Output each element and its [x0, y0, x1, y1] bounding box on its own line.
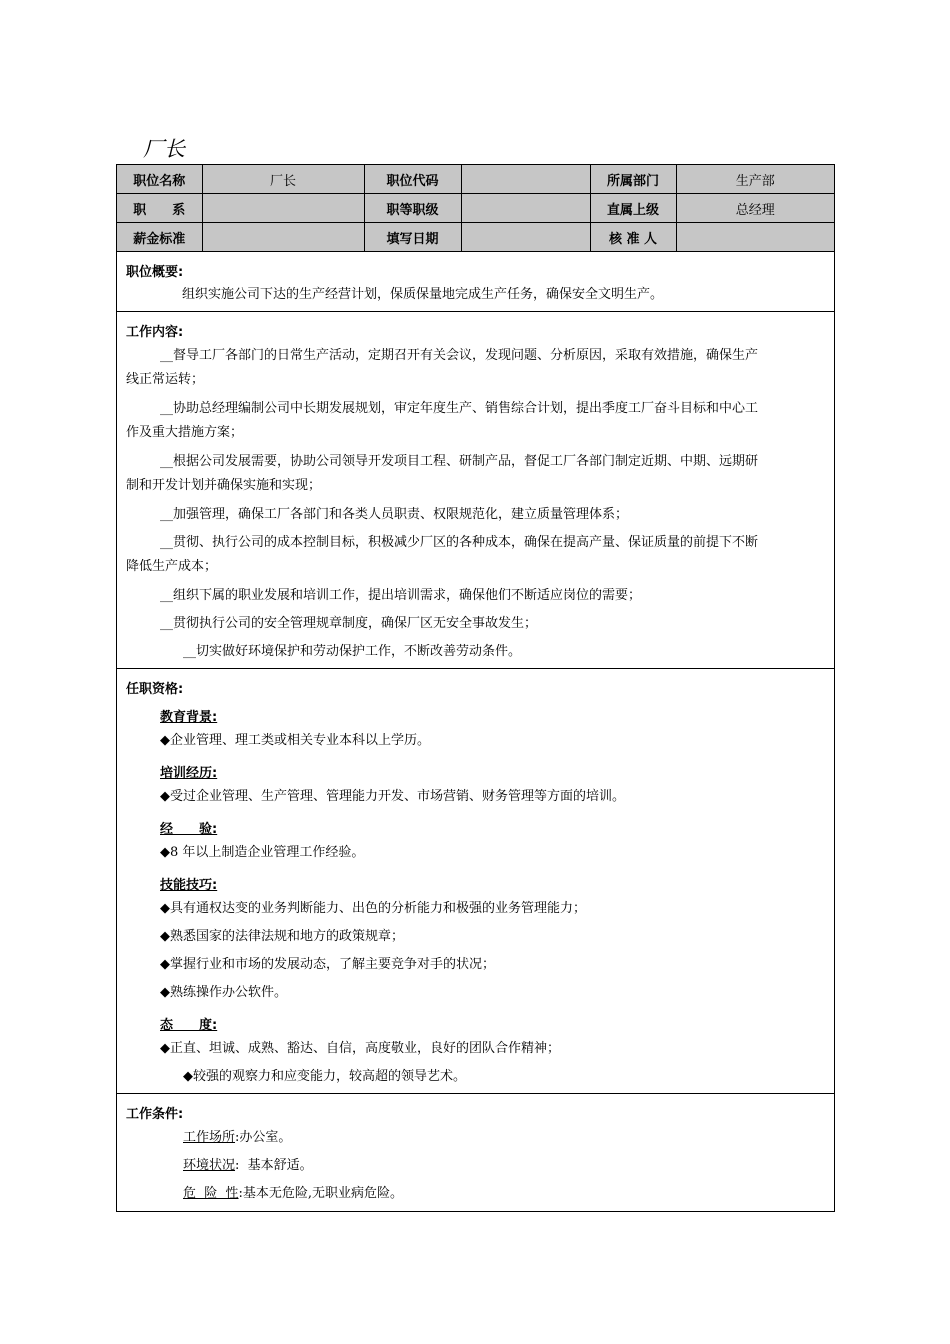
attitude-label: 态 度: [160, 1018, 218, 1033]
skills-item: ◆掌握行业和市场的发展动态，了解主要竞争对手的状况； [160, 957, 495, 972]
skills-item: ◆熟练操作办公软件。 [160, 985, 287, 1000]
qualifications-heading: 任职资格: [126, 682, 184, 697]
label-position-name: 职位名称 [117, 165, 202, 194]
overview-heading: 职位概要: [126, 265, 184, 280]
skills-item: ◆具有通权达变的业务判断能力、出色的分析能力和极强的业务管理能力； [160, 901, 586, 916]
duty-line: __督导工厂各部门的日常生产活动，定期召开有关会议，发现问题、分析原因，采取有效措施，确保生产 [160, 348, 759, 363]
value-job-family [202, 194, 364, 223]
label-supervisor: 直属上级 [590, 194, 676, 223]
label-job-family: 职 系 [117, 194, 202, 223]
header-row [117, 165, 834, 194]
duty-line: __贯彻执行公司的安全管理规章制度，确保厂区无安全事故发生； [160, 616, 538, 631]
skills-label: 技能技巧: [160, 878, 218, 893]
value-salary [202, 223, 364, 252]
label-fill-date: 填写日期 [364, 223, 461, 252]
duty-line: __贯彻、执行公司的成本控制目标，积极减少厂区的各种成本，确保在提高产量、保证质量的前提下不断 [160, 535, 759, 550]
value-grade [461, 194, 590, 223]
condition-place [183, 1129, 291, 1147]
value-supervisor: 总经理 [676, 194, 834, 223]
overview-text: 组织实施公司下达的生产经营计划，保质保量地完成生产任务，确保安全文明生产。 [182, 287, 664, 302]
duties-section [117, 311, 834, 668]
duty-line: __协助总经理编制公司中长期发展规划，审定年度生产、销售综合计划，提出季度工厂奋斗目标和中心工 [160, 401, 759, 416]
experience-item: ◆8 年以上制造企业管理工作经验。 [160, 845, 365, 860]
condition-risk [183, 1185, 403, 1203]
place-label: 工作场所 [183, 1130, 236, 1145]
environment-value: : 基本舒适。 [235, 1158, 313, 1173]
attitude-item: ◆较强的观察力和应变能力，较高超的领导艺术。 [183, 1069, 466, 1084]
duty-line: __组织下属的职业发展和培训工作，提出培训需求，确保他们不断适应岗位的需要； [160, 588, 642, 603]
education-item: ◆企业管理、理工类或相关专业本科以上学历。 [160, 733, 430, 748]
header-row [117, 223, 834, 252]
qualifications-section [117, 668, 834, 1093]
duty-line: 制和开发计划并确保实施和实现； [126, 478, 322, 493]
header-table [117, 165, 834, 252]
education-label: 教育背景: [160, 710, 218, 725]
attitude-item: ◆正直、坦诚、成熟、豁达、自信，高度敬业，良好的团队合作精神； [160, 1041, 560, 1056]
duty-line: __加强管理，确保工厂各部门和各类人员职责、权限规范化，建立质量管理体系； [160, 507, 629, 522]
risk-value: :基本无危险,无职业病危险。 [238, 1186, 404, 1201]
duty-line: 线正常运转； [126, 372, 205, 387]
label-position-code: 职位代码 [364, 165, 461, 194]
training-label: 培训经历: [160, 766, 218, 781]
job-description-sheet [116, 164, 835, 1212]
place-value: :办公室。 [235, 1130, 292, 1145]
label-salary: 薪金标准 [117, 223, 202, 252]
duties-heading: 工作内容: [126, 325, 184, 340]
duty-line: 作及重大措施方案； [126, 425, 244, 440]
value-position-name: 厂长 [202, 165, 364, 194]
value-approver [676, 223, 834, 252]
value-department: 生产部 [676, 165, 834, 194]
duty-line: 降低生产成本； [126, 559, 218, 574]
value-fill-date [461, 223, 590, 252]
training-item: ◆受过企业管理、生产管理、管理能力开发、市场营销、财务管理等方面的培训。 [160, 789, 625, 804]
duty-line: __根据公司发展需要，协助公司领导开发项目工程、研制产品，督促工厂各部门制定近期、中期、远期研 [160, 454, 759, 469]
environment-label: 环境状况 [183, 1158, 236, 1173]
page-title: 厂长 [143, 137, 185, 161]
overview-section [117, 251, 834, 311]
conditions-heading: 工作条件: [126, 1107, 184, 1122]
duty-line: __切实做好环境保护和劳动保护工作，不断改善劳动条件。 [183, 644, 522, 659]
label-grade: 职等职级 [364, 194, 461, 223]
header-row [117, 194, 834, 223]
label-department: 所属部门 [590, 165, 676, 194]
label-approver: 核 准 人 [590, 223, 676, 252]
conditions-section [117, 1093, 834, 1211]
condition-environment [183, 1157, 313, 1175]
skills-item: ◆熟悉国家的法律法规和地方的政策规章； [160, 929, 404, 944]
risk-label: 危 险 性 [183, 1186, 239, 1201]
experience-label: 经 验: [160, 822, 218, 837]
value-position-code [461, 165, 590, 194]
